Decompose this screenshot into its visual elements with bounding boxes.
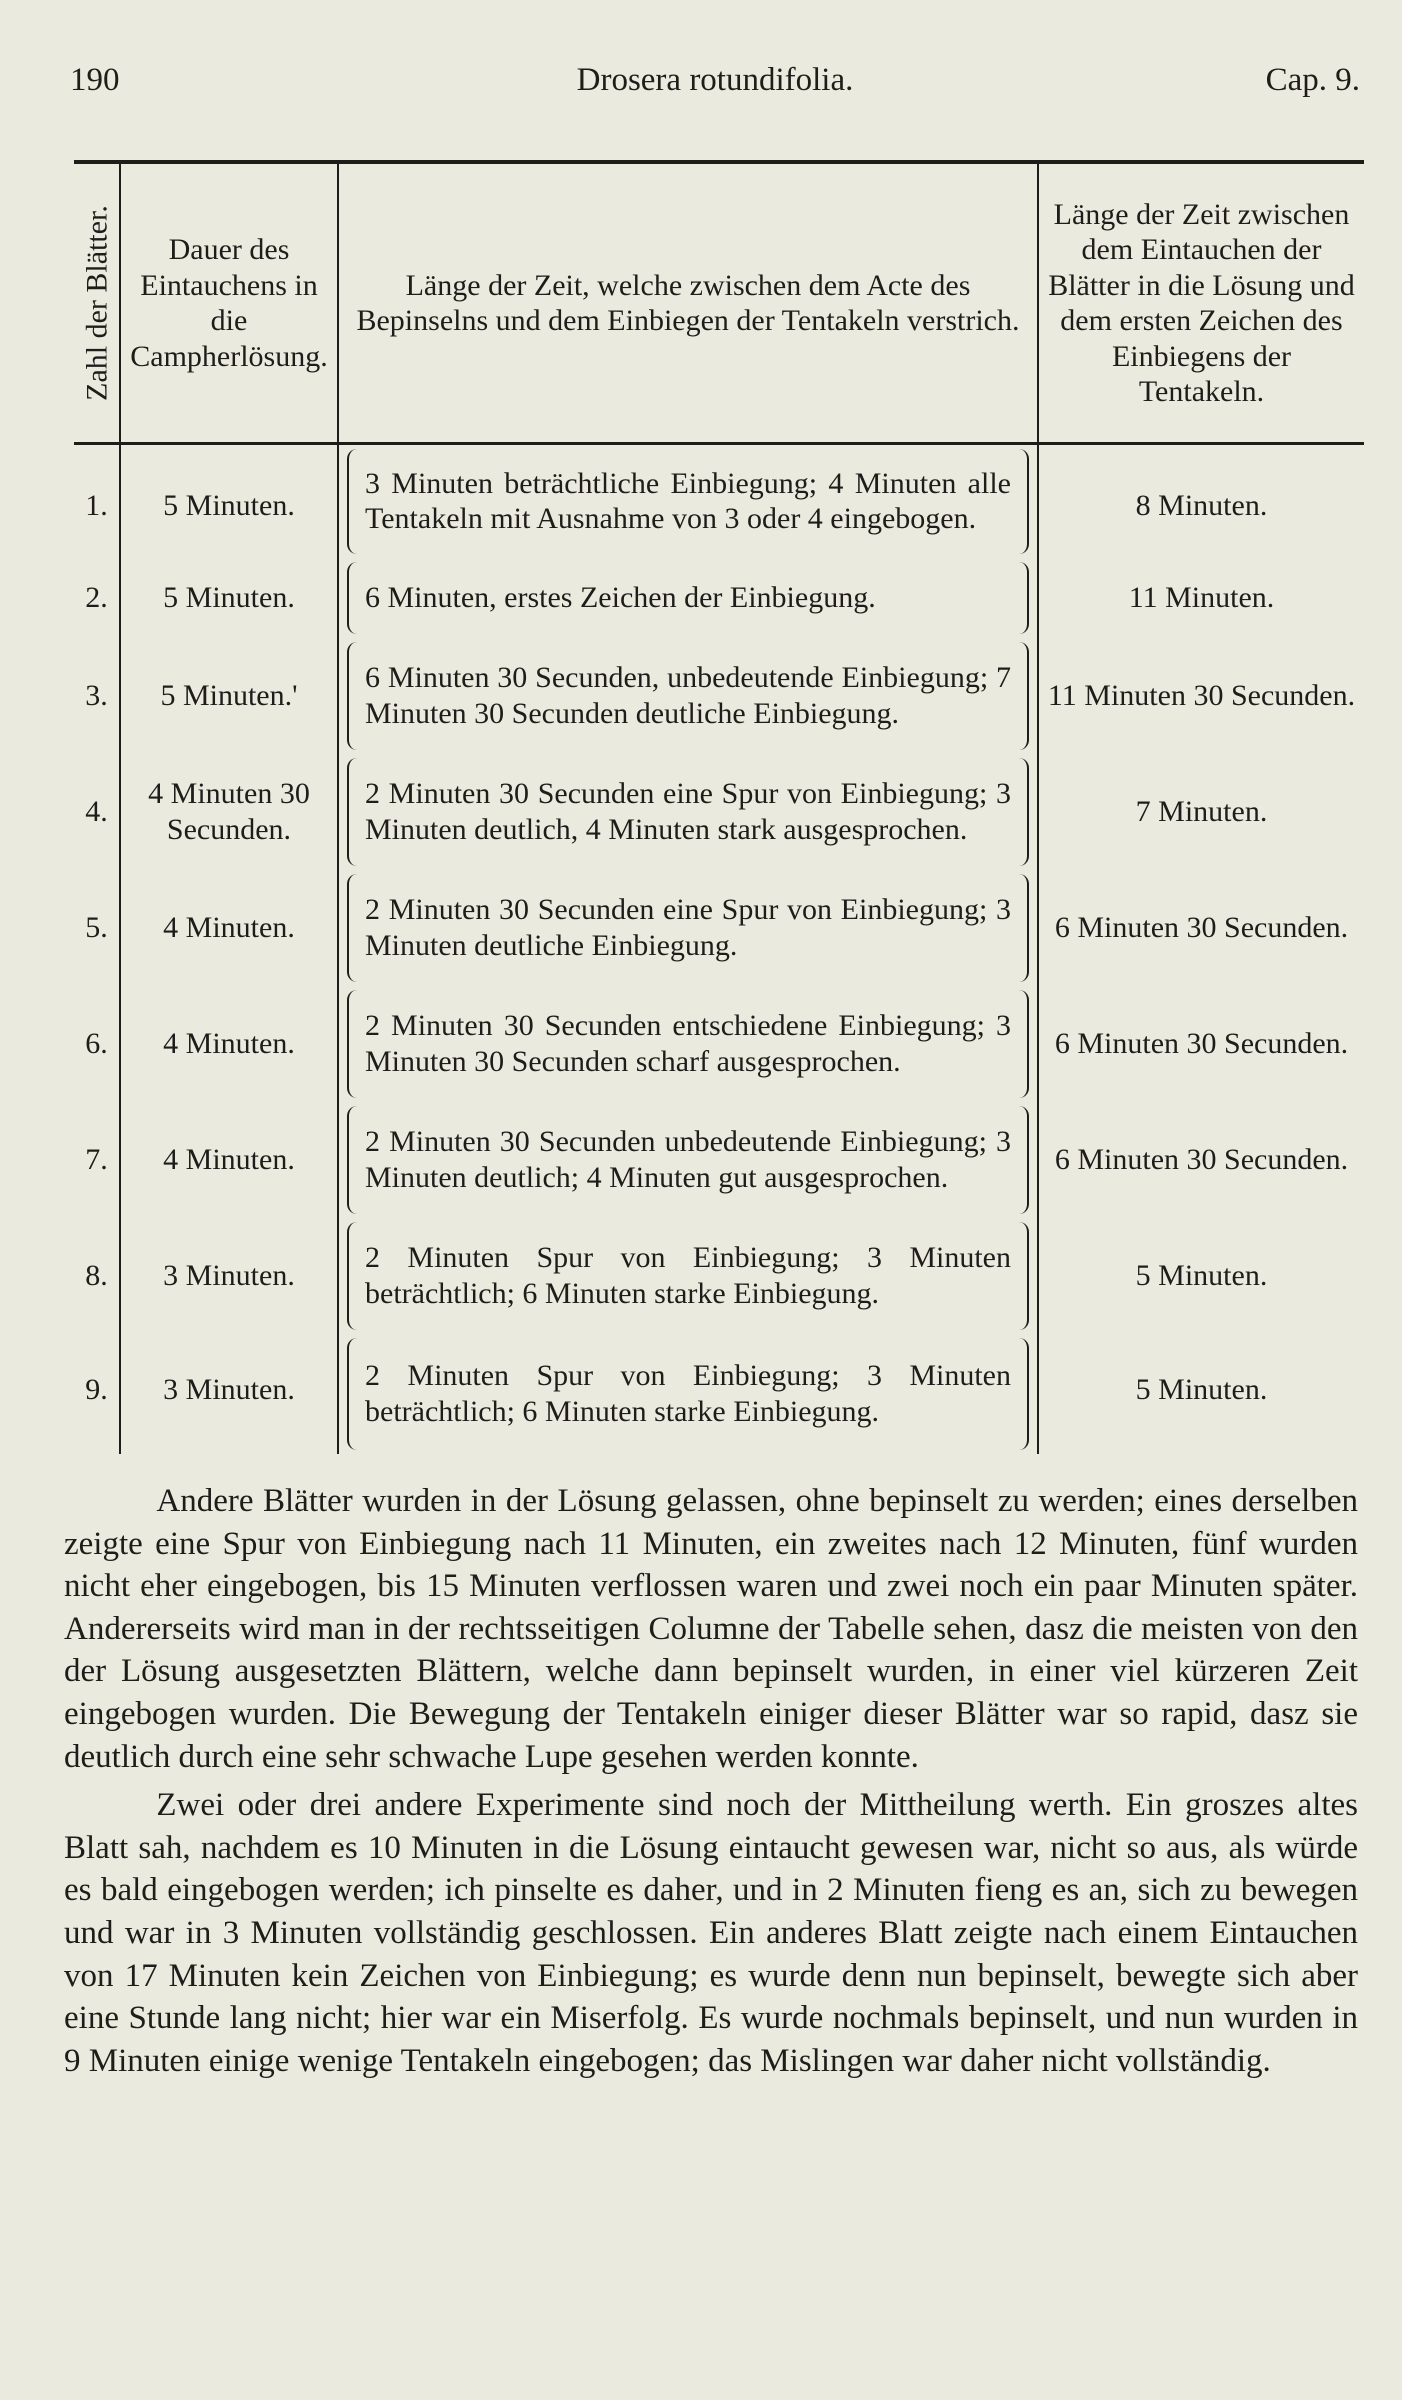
page-number: 190 xyxy=(70,62,120,98)
cell-first-sign-time: 6 Minuten 30 Secunden. xyxy=(1038,870,1364,986)
experiment-table xyxy=(74,160,1364,1454)
cell-immersion-duration: 4 Minuten. xyxy=(120,870,338,986)
cell-brushing-time: 6 Minuten, erstes Zeichen der Einbiegung. xyxy=(338,558,1038,638)
cell-immersion-duration: 3 Minuten. xyxy=(120,1334,338,1454)
table-row xyxy=(74,1102,1364,1218)
table-row xyxy=(74,754,1364,870)
cell-leaf-number: 2. xyxy=(85,580,108,614)
table-row xyxy=(74,444,1364,558)
column-header-immersion-duration: Dauer des Eintauchens in die Campherlösung. xyxy=(120,162,338,444)
cell-leaf-number: 3. xyxy=(85,678,108,712)
cell-leaf-number: 1. xyxy=(85,488,108,522)
paragraph: Andere Blätter wurden in der Lösung gelassen, ohne bepinselt zu werden; eines derselben zeigte eine Spur von Einbiegung nach 11 Minuten, ein zweites nach 12 Minuten, fünf wurden nicht eher eingebogen, bis 15 Minuten verflossen waren und zwei noch ein paar Minuten später. Andererseits wird man in der rechtsseitigen Columne der Tabelle sehen, dasz die meisten von den der Lösung ausgesetzten Blättern, welche dann bepinselt wurden, in einer viel kürzeren Zeit eingebogen wurden. Die Bewegung der Tentakeln einiger dieser Blätter war so rapid, dasz sie deutlich durch eine sehr schwache Lupe gesehen werden konnte. xyxy=(64,1483,1358,1775)
cell-first-sign-time: 6 Minuten 30 Secunden. xyxy=(1038,1102,1364,1218)
cell-first-sign-time: 11 Minuten 30 Secunden. xyxy=(1038,638,1364,754)
cell-first-sign-time: 6 Minuten 30 Secunden. xyxy=(1038,986,1364,1102)
table-row xyxy=(74,558,1364,638)
cell-immersion-duration: 4 Minuten. xyxy=(120,1102,338,1218)
table-row xyxy=(74,986,1364,1102)
cell-immersion-duration: 3 Minuten. xyxy=(120,1218,338,1334)
table-header-row xyxy=(74,162,1364,444)
cell-brushing-time: 2 Minuten 30 Secunden eine Spur von Einbiegung; 3 Minuten deutlich, 4 Minuten stark ausgesprochen. xyxy=(338,754,1038,870)
cell-immersion-duration: 4 Minuten 30 Secunden. xyxy=(120,754,338,870)
cell-first-sign-time: 8 Minuten. xyxy=(1038,444,1364,558)
cell-leaf-number: 8. xyxy=(85,1258,108,1292)
body-text xyxy=(64,1480,1358,2082)
cell-immersion-duration: 5 Minuten.' xyxy=(120,638,338,754)
column-header-leaf-count xyxy=(74,162,120,444)
cell-brushing-time: 2 Minuten 30 Secunden entschiedene Einbiegung; 3 Minuten 30 Secunden scharf ausgesprochen. xyxy=(338,986,1038,1102)
column-header-brushing-time: Länge der Zeit, welche zwischen dem Acte des Bepinselns und dem Einbiegen der Tentakeln verstrich. xyxy=(338,162,1038,444)
column-header-first-sign-time: Länge der Zeit zwischen dem Eintauchen der Blätter in die Lösung und dem ersten Zeichen des Einbiegens der Tentakeln. xyxy=(1038,162,1364,444)
table-row xyxy=(74,638,1364,754)
cell-brushing-time: 2 Minuten 30 Secunden unbedeutende Einbiegung; 3 Minuten deutlich; 4 Minuten gut ausgesprochen. xyxy=(338,1102,1038,1218)
cell-brushing-time: 3 Minuten beträchtliche Einbiegung; 4 Minuten alle Tentakeln mit Ausnahme von 3 oder 4 eingebogen. xyxy=(338,444,1038,558)
chapter-label: Cap. 9. xyxy=(1265,62,1360,98)
cell-leaf-number: 9. xyxy=(85,1372,108,1406)
cell-first-sign-time: 11 Minuten. xyxy=(1038,558,1364,638)
paragraph: Zwei oder drei andere Experimente sind noch der Mittheilung werth. Ein groszes altes Blatt sah, nachdem es 10 Minuten in die Lösung eintaucht gewesen war, nicht so aus, als würde es bald eingebogen werden; ich pinselte es daher, und in 2 Minuten fieng es an, sich zu bewegen und war in 3 Minuten vollständig geschlossen. Ein anderes Blatt zeigte nach einem Eintauchen von 17 Minuten kein Zeichen von Einbiegung; es wurde denn nun bepinselt, bewegte sich aber eine Stunde lang nicht; hier war ein Miserfolg. Es wurde nochmals bepinselt, und nun wurden in 9 Minuten einige wenige Tentakeln eingebogen; das Mislingen war daher nicht vollständig. xyxy=(64,1787,1358,2079)
running-header xyxy=(70,62,1360,112)
cell-first-sign-time: 5 Minuten. xyxy=(1038,1218,1364,1334)
cell-immersion-duration: 4 Minuten. xyxy=(120,986,338,1102)
cell-brushing-time: 2 Minuten Spur von Einbiegung; 3 Minuten beträchtlich; 6 Minuten starke Einbiegung. xyxy=(338,1334,1038,1454)
cell-leaf-number: 5. xyxy=(85,910,108,944)
cell-immersion-duration: 5 Minuten. xyxy=(120,444,338,558)
cell-leaf-number: 6. xyxy=(85,1026,108,1060)
cell-brushing-time: 2 Minuten Spur von Einbiegung; 3 Minuten beträchtlich; 6 Minuten starke Einbiegung. xyxy=(338,1218,1038,1334)
table-row xyxy=(74,1334,1364,1454)
cell-leaf-number: 4. xyxy=(85,794,108,828)
cell-first-sign-time: 7 Minuten. xyxy=(1038,754,1364,870)
table-row xyxy=(74,1218,1364,1334)
cell-brushing-time: 6 Minuten 30 Secunden, unbedeutende Einbiegung; 7 Minuten 30 Secunden deutliche Einbiegung. xyxy=(338,638,1038,754)
cell-first-sign-time: 5 Minuten. xyxy=(1038,1334,1364,1454)
table-row xyxy=(74,870,1364,986)
cell-brushing-time: 2 Minuten 30 Secunden eine Spur von Einbiegung; 3 Minuten deutliche Einbiegung. xyxy=(338,870,1038,986)
column-header-leaf-count-text: Zahl der Blätter. xyxy=(79,205,113,401)
cell-leaf-number: 7. xyxy=(85,1142,108,1176)
cell-immersion-duration: 5 Minuten. xyxy=(120,558,338,638)
running-title: Drosera rotundifolia. xyxy=(576,62,854,98)
